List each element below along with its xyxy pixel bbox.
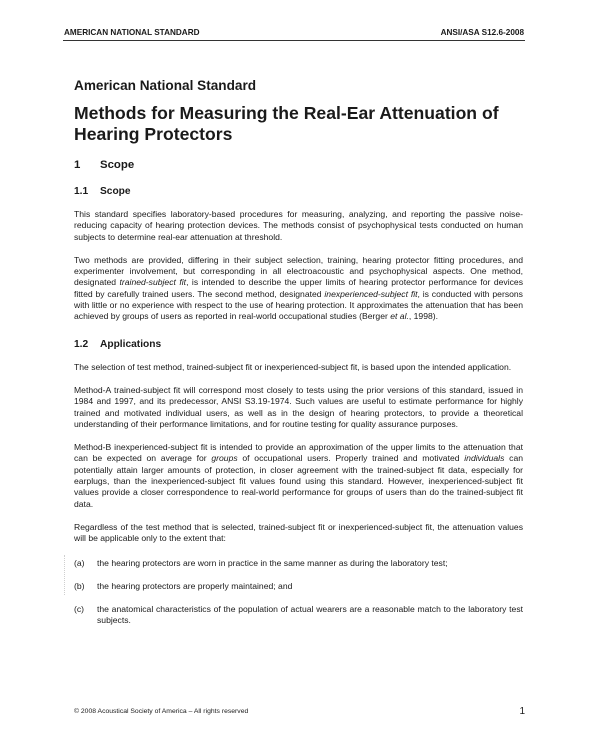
text-run: can potentially attain larger amounts of protection, in closer agreement with the trained-subject fit data, especially for earplugs, than the inexperienced-subject fit values found using this standard. However, inexperienced-subject fit values provide a closer correspondence to real-world performance for groups of users than do the trained-subject fit data. bbox=[74, 453, 523, 509]
page-footer bbox=[74, 706, 525, 718]
list-item-text: the hearing protectors are worn in practice in the same manner as during the laboratory test; bbox=[97, 557, 448, 568]
section-number: 1.1 bbox=[74, 186, 89, 197]
document-title: Methods for Measuring the Real-Ear Attenuation of Hearing Protectors bbox=[74, 103, 499, 144]
section-number: 1.2 bbox=[74, 338, 89, 350]
header-right: ANSI/ASA S12.6-2008 bbox=[440, 28, 524, 37]
section-title: Applications bbox=[100, 338, 162, 350]
section-1-2-heading bbox=[74, 339, 523, 350]
list-item-label: (c) bbox=[74, 604, 85, 615]
applications-paragraph-4: Regardless of the test method that is selected, trained-subject fit or inexperienced-subject fit, the attenuation values will be applicable only to the extent that: bbox=[74, 521, 523, 544]
text-run: , is conducted with persons with little or no experience with respect to the use of hearing protection. It approximates the attenuation that has been achieved by groups of users as reported in real-world occupational studies (Berger bbox=[74, 288, 523, 322]
text-run: of occupational users. Properly trained and motivated bbox=[237, 453, 465, 464]
list-item bbox=[74, 604, 523, 627]
applicability-list bbox=[74, 558, 523, 627]
section-title: Scope bbox=[100, 186, 131, 197]
emphasis: individuals bbox=[464, 453, 505, 464]
emphasis: trained-subject fit bbox=[119, 277, 187, 288]
emphasis: et al. bbox=[390, 311, 409, 322]
applications-paragraph-3 bbox=[74, 442, 523, 510]
list-item bbox=[74, 558, 523, 569]
page-number: 1 bbox=[519, 706, 525, 717]
section-title: Scope bbox=[100, 159, 135, 171]
emphasis: groups bbox=[211, 453, 238, 464]
super-title: American National Standard bbox=[74, 78, 257, 93]
section-1-heading bbox=[74, 159, 523, 171]
page-content bbox=[74, 78, 523, 639]
running-header bbox=[63, 27, 525, 41]
section-1-1-heading bbox=[74, 186, 523, 197]
list-item bbox=[74, 581, 523, 592]
copyright-notice: © 2008 Acoustical Society of America – All rights reserved bbox=[74, 708, 249, 715]
scope-paragraph-2 bbox=[74, 255, 523, 323]
text-run: , 1998). bbox=[408, 311, 439, 322]
margin-dots bbox=[64, 555, 67, 595]
header-left: AMERICAN NATIONAL STANDARD bbox=[64, 28, 200, 37]
text-run: Two methods are provided, differing in their subject selection, training, hearing protector fitting procedures, and experimenter involvement, but corresponding in all electroacoustic and psychophysical aspects. One method, designated bbox=[74, 254, 523, 288]
text-run: Method-B inexperienced-subject fit is intended to provide an approximation of the upper limits to the attenuation that can be expected on average for bbox=[74, 442, 523, 464]
text-run: , is intended to describe the upper limits of hearing protector performance for devices fitted by carefully trained users. The second method, designated bbox=[74, 277, 524, 299]
list-item-text: the hearing protectors are properly maintained; and bbox=[97, 580, 293, 591]
applications-paragraph-1: The selection of test method, trained-subject fit or inexperienced-subject fit, is based upon the intended application. bbox=[74, 361, 512, 372]
list-item-text: the anatomical characteristics of the population of actual wearers are a reasonable match to the laboratory test subjects. bbox=[97, 604, 523, 626]
section-number: 1 bbox=[74, 159, 81, 171]
list-item-label: (a) bbox=[74, 557, 85, 568]
emphasis: inexperienced-subject fit bbox=[324, 288, 418, 299]
list-item-label: (b) bbox=[74, 580, 85, 591]
scope-paragraph-1: This standard specifies laboratory-based procedures for measuring, analyzing, and reporting the passive noise-reducing capacity of hearing protection devices. The methods consist of psychophysical tests conducted on human subjects to determine real-ear attenuation at threshold. bbox=[74, 209, 523, 242]
applications-paragraph-2: Method-A trained-subject fit will correspond most closely to tests using the prior versions of this standard, issued in 1984 and 1997, and its predecessor, ANSI S3.19-1974. Such values are useful to estimate performance for highly trained and motivated individual users, as well as in the design of hearing protectors, to provide a theoretical understanding of their performance limitations, and for routine testing for quality assurance purposes. bbox=[74, 384, 523, 429]
